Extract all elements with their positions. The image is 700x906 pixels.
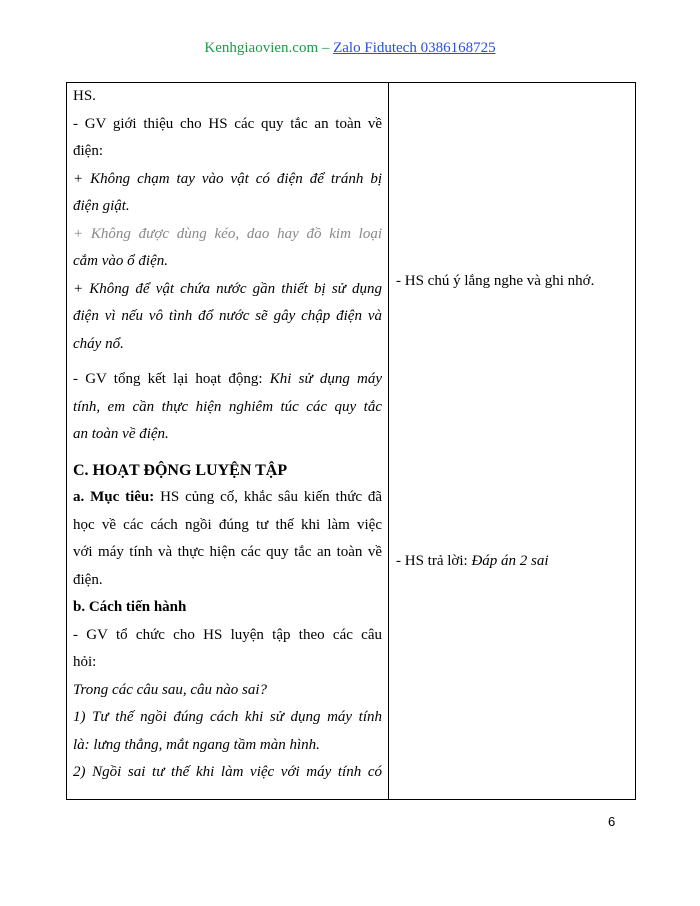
lesson-table [66,82,636,800]
text-line [73,484,382,512]
text-line [73,366,382,394]
text-span: Khi sử dụng máy [269,371,382,387]
text-line: HS. [73,88,96,104]
subheading: b. Cách tiến hành [73,599,187,615]
text-line: điện giật. [73,198,130,214]
spacer [73,358,382,366]
text-line: 2) Ngồi sai tư thế khi làm việc với máy tính có [73,764,382,780]
text-line: + Không để vật chứa nước gần thiết bị sử dụng [73,280,382,297]
student-response-listen: - HS chú ý lắng nghe và ghi nhớ. [396,273,595,289]
text-line [73,221,382,249]
text-line: - GV giới thiệu cho HS các quy tắc an toàn về [73,115,382,132]
text-line: điện. [73,571,103,588]
answer-text: Đáp án 2 sai [471,553,549,569]
text-line: + Không chạm tay vào vật có điện để tránh bị [73,170,382,187]
page-number: 6 [608,814,616,829]
header-contact-link[interactable]: Zalo Fidutech 0386168725 [333,40,496,56]
student-activity-column [389,83,635,799]
header-site: Kenhgiaovien.com [204,40,319,56]
text-line: Trong các câu sau, câu nào sai? [73,681,268,698]
text-line: tính, em cần thực hiện nghiêm túc các quy tắc [73,398,382,415]
text-line: điện vì nếu vô tình đổ nước sẽ gây chập điện và [73,308,382,324]
text-span: - GV tổng kết lại hoạt động: [73,371,270,387]
section-heading: C. HOẠT ĐỘNG LUYỆN TẬP [73,461,288,479]
text-line: cháy nổ. [73,335,124,352]
text-span: - HS trả lời: [396,553,472,569]
text-line: + Không được dùng kéo, dao hay đồ kim loại [73,225,382,242]
student-response-answer [396,553,549,570]
teacher-activity-column [67,83,389,799]
text-line: hỏi: [73,654,97,670]
text-line: an toàn về điện. [73,426,169,442]
text-line: học về các cách ngồi đúng tư thế khi làm việc [73,516,382,533]
text-line: 1) Tư thế ngồi đúng cách khi sử dụng máy tính [73,709,382,725]
text-line: là: lưng thẳng, mắt ngang tầm màn hình. [73,736,320,753]
label-bold: a. Mục tiêu: [73,489,155,505]
text-span: HS củng cố, khắc sâu kiến thức đã [154,489,382,505]
page-header [0,40,700,57]
text-line: điện: [73,143,103,159]
text-line: - GV tổ chức cho HS luyện tập theo các câu [73,626,382,643]
header-separator: – [318,40,334,56]
text-line: với máy tính và thực hiện các quy tắc an toàn về [73,544,382,560]
spacer [73,449,382,457]
text-line: cắm vào ổ điện. [73,253,168,269]
